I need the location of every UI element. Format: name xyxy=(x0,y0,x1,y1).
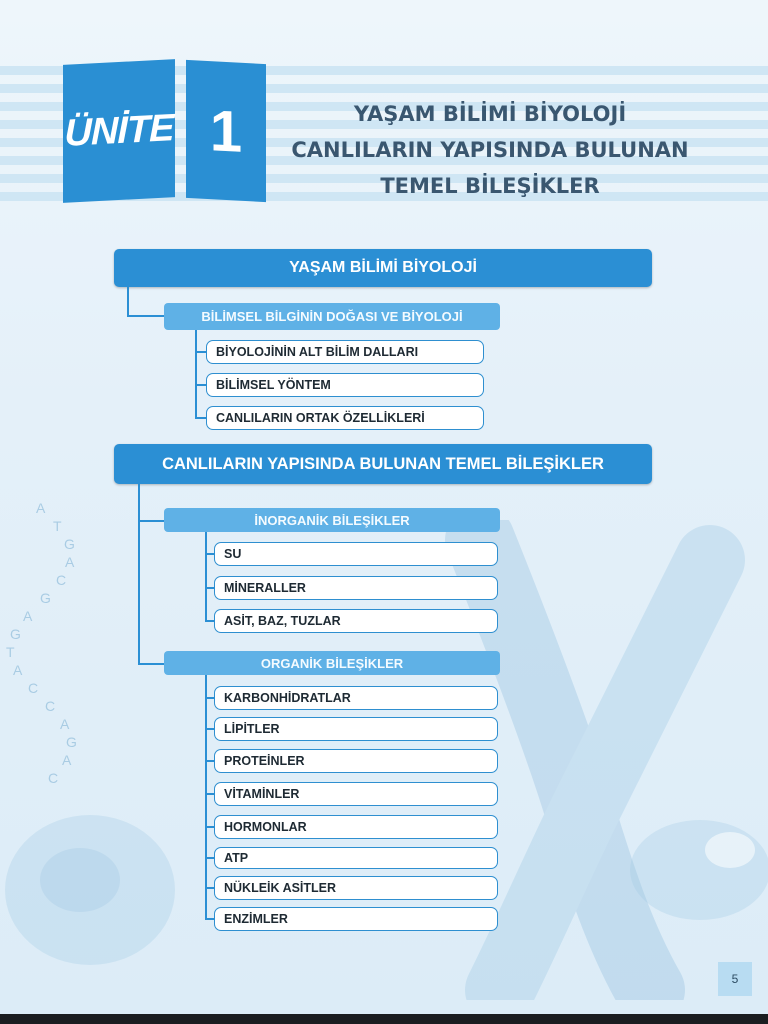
connector-line xyxy=(195,330,197,418)
cell-illustration xyxy=(0,780,200,980)
topic-item: KARBONHİDRATLAR xyxy=(214,686,498,710)
dna-letter: A xyxy=(36,500,46,516)
title-line: YAŞAM BİLİMİ BİYOLOJİ xyxy=(353,102,627,126)
dna-letter: C xyxy=(45,698,56,714)
subsection-heading: İNORGANİK BİLEŞİKLER xyxy=(164,508,500,532)
topic-item: PROTEİNLER xyxy=(214,749,498,773)
topic-item: MİNERALLER xyxy=(214,576,498,600)
dna-letter: A xyxy=(23,608,33,624)
section-heading: YAŞAM BİLİMİ BİYOLOJİ xyxy=(114,249,652,287)
dna-letter: A xyxy=(62,752,72,768)
dna-letter: C xyxy=(48,770,59,786)
scan-edge xyxy=(0,1014,768,1024)
title-line: TEMEL BİLEŞİKLER xyxy=(380,174,600,198)
dna-letter: G xyxy=(40,590,51,606)
dna-letter: G xyxy=(10,626,21,642)
dna-letter: A xyxy=(60,716,70,732)
subsection-heading: ORGANİK BİLEŞİKLER xyxy=(164,651,500,675)
title-line: CANLILARIN YAPISINDA BULUNAN xyxy=(291,138,689,162)
connector-line xyxy=(205,532,207,622)
subsection-heading: BİLİMSEL BİLGİNİN DOĞASI VE BİYOLOJİ xyxy=(164,303,500,330)
dna-letter: C xyxy=(28,680,39,696)
topic-item: LİPİTLER xyxy=(214,717,498,741)
page-number: 5 xyxy=(718,962,752,996)
dna-letter: A xyxy=(65,554,75,570)
topic-item: BİYOLOJİNİN ALT BİLİM DALLARI xyxy=(206,340,484,364)
topic-item: HORMONLAR xyxy=(214,815,498,839)
connector-line xyxy=(127,315,165,317)
cell-illustration xyxy=(600,800,768,980)
topic-item: NÜKLEİK ASİTLER xyxy=(214,876,498,900)
dna-letters xyxy=(6,500,106,800)
topic-item: BİLİMSEL YÖNTEM xyxy=(206,373,484,397)
topic-item: CANLILARIN ORTAK ÖZELLİKLERİ xyxy=(206,406,484,430)
topic-item: VİTAMİNLER xyxy=(214,782,498,806)
connector-line xyxy=(138,520,166,522)
connector-line xyxy=(138,484,140,664)
dna-letter: T xyxy=(6,644,15,660)
dna-letter: A xyxy=(13,662,23,678)
section-heading: CANLILARIN YAPISINDA BULUNAN TEMEL BİLEŞİKLER xyxy=(114,444,652,484)
unit-number-badge: 1 xyxy=(186,60,266,202)
connector-line xyxy=(138,663,166,665)
dna-letter: C xyxy=(56,572,67,588)
dna-letter: G xyxy=(66,734,77,750)
connector-line xyxy=(205,675,207,919)
topic-item: ASİT, BAZ, TUZLAR xyxy=(214,609,498,633)
unit-label-badge: ÜNİTE xyxy=(63,59,175,203)
dna-letter: T xyxy=(53,518,62,534)
page-title xyxy=(280,96,700,204)
connector-line xyxy=(127,287,129,316)
topic-item: ENZİMLER xyxy=(214,907,498,931)
topic-item: SU xyxy=(214,542,498,566)
dna-letter: G xyxy=(64,536,75,552)
topic-item: ATP xyxy=(214,847,498,869)
